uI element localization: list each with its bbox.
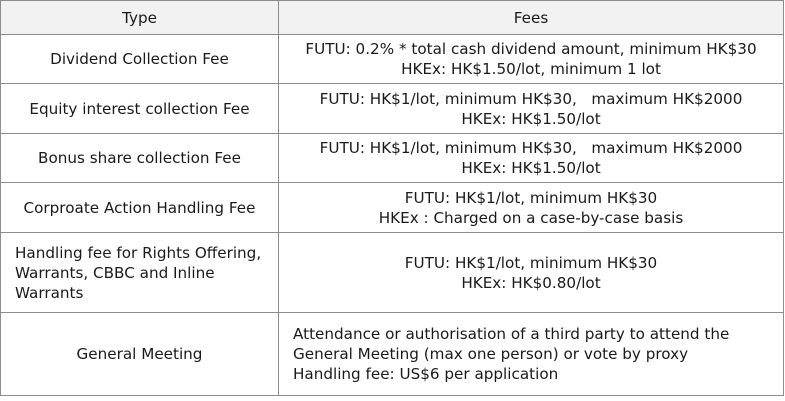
table-row [1, 84, 784, 134]
fees-text: Handling fee: US$6 per application [293, 365, 559, 383]
type-text: Corproate Action Handling Fee [23, 198, 256, 217]
table-row [1, 183, 784, 233]
type-cell [1, 313, 279, 396]
fees-cell [279, 84, 784, 134]
type-text: Warrants [15, 283, 84, 302]
fees-cell [279, 35, 784, 84]
fees-text: Attendance or authorisation of a third party to attend the [293, 325, 730, 343]
type-cell [1, 134, 279, 183]
fees-cell [279, 183, 784, 233]
fees-text: FUTU: 0.2% * total cash dividend amount, minimum HK$30 [305, 40, 757, 58]
fees-cell [279, 233, 784, 313]
column-header-type: Type [1, 1, 279, 35]
table-row [1, 35, 784, 84]
header-row [1, 1, 784, 35]
table-row [1, 233, 784, 313]
type-text: Warrants, CBBC and Inline [15, 263, 215, 282]
type-cell [1, 183, 279, 233]
type-cell [1, 233, 279, 313]
table-row [1, 134, 784, 183]
column-header-fees: Fees [279, 1, 784, 35]
fees-text: HKEx: HK$0.80/lot [461, 273, 601, 292]
fees-text: FUTU: HK$1/lot, minimum HK$30, maximum HK$2000 [319, 139, 743, 157]
fees-text: HKEx: HK$1.50/lot, minimum 1 lot [401, 60, 661, 78]
type-cell [1, 35, 279, 84]
fees-text: HKEx: HK$1.50/lot [461, 159, 601, 177]
fees-text: HKEx: HK$1.50/lot [461, 109, 601, 128]
fees-cell [279, 313, 784, 396]
fees-text: FUTU: HK$1/lot, minimum HK$30 [404, 253, 658, 272]
fees-text: General Meeting (max one person) or vote by proxy [293, 345, 689, 363]
table-row [1, 313, 784, 396]
type-cell [1, 84, 279, 134]
fees-text: HKEx : Charged on a case-by-case basis [378, 208, 684, 227]
fees-text: FUTU: HK$1/lot, minimum HK$30, maximum HK$2000 [319, 89, 743, 108]
type-text: Equity interest collection Fee [29, 99, 250, 118]
type-text: Bonus share collection Fee [38, 149, 241, 167]
fees-cell [279, 134, 784, 183]
type-text: General Meeting [76, 345, 203, 363]
type-text: Handling fee for Rights Offering, [15, 243, 262, 262]
fees-text: FUTU: HK$1/lot, minimum HK$30 [404, 188, 658, 207]
type-text: Dividend Collection Fee [50, 50, 229, 68]
